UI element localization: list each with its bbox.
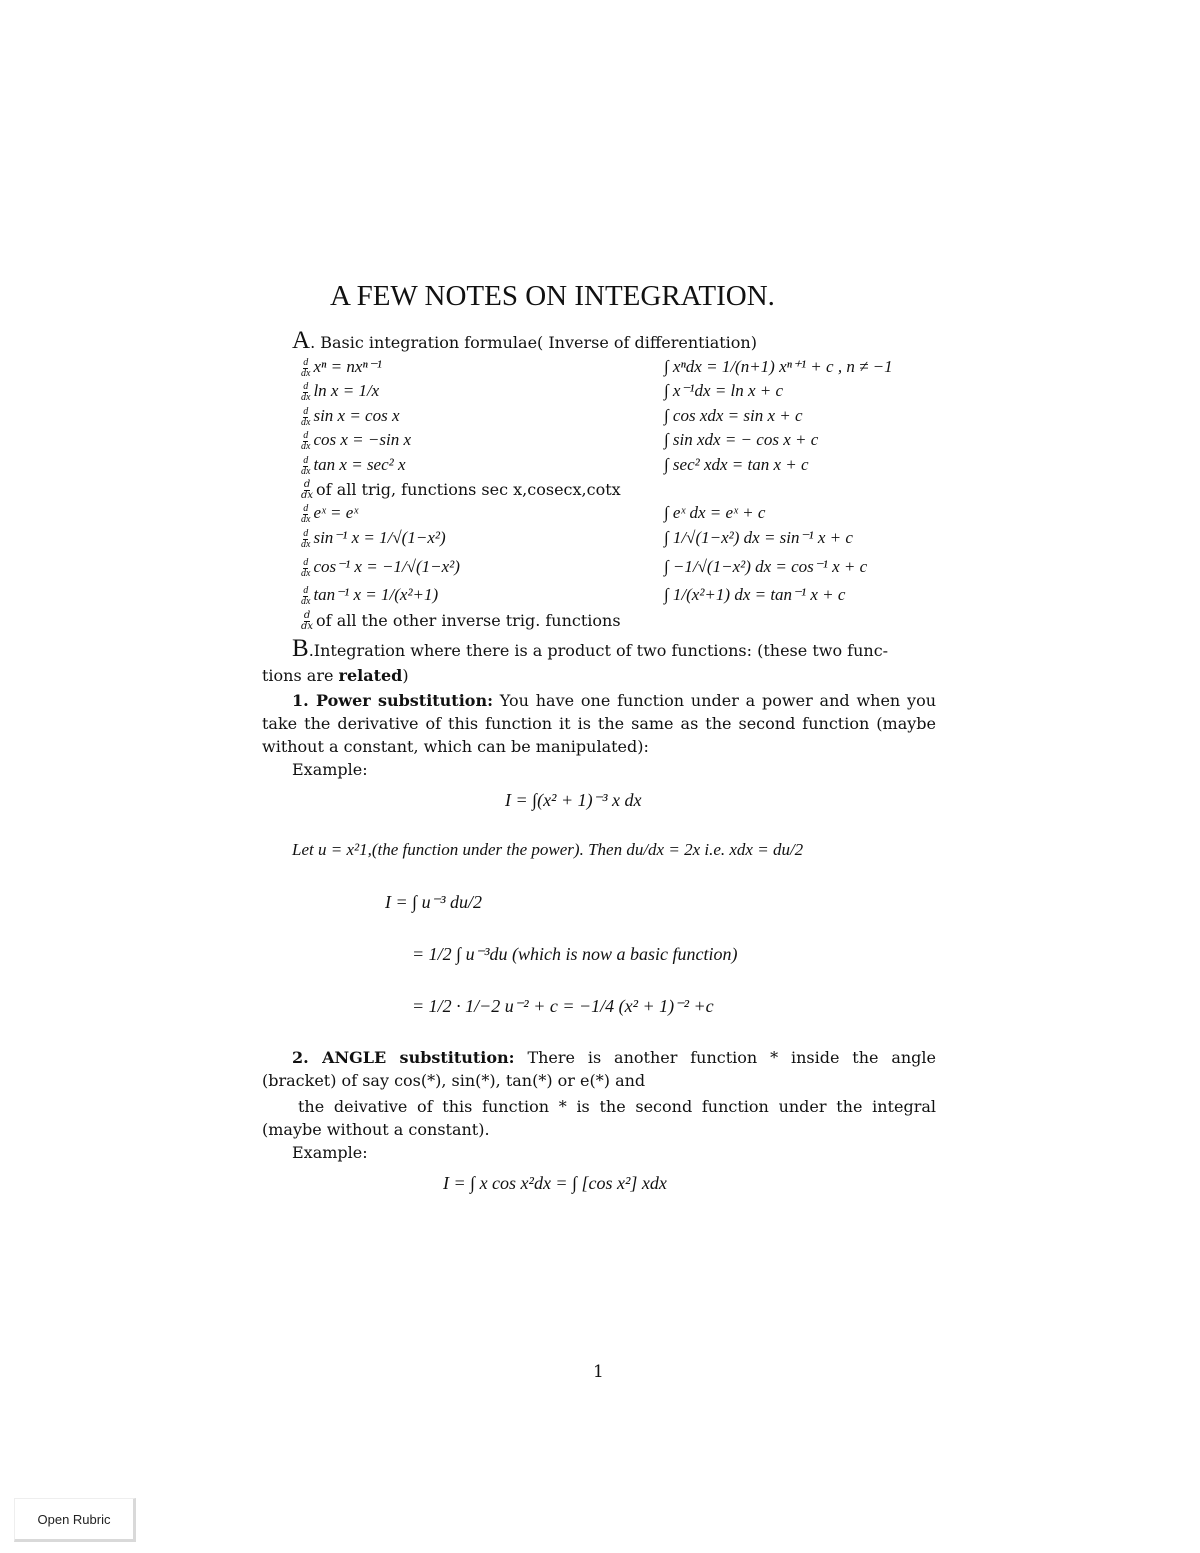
- power-heading: Power substitution:: [316, 691, 493, 710]
- ddx-operator: $\frac{d}{dx}$: [301, 380, 311, 403]
- ddx-operator: $\frac{d}{dx}$: [301, 454, 311, 477]
- ddx-operator: $\frac{d}{dx}$: [301, 610, 314, 632]
- ddx-operator: $\frac{d}{dx}$: [301, 502, 311, 525]
- integral-row-4: ∫ sin xdx = − cos x + c: [664, 430, 819, 449]
- power-substitution-paragraph: [262, 689, 936, 758]
- ddx-operator: $\frac{d}{dx}$: [301, 479, 314, 501]
- ddx-operator: $\frac{d}{dx}$: [301, 556, 311, 579]
- integral-row-6: ∫ eˣ dx = eˣ + c: [664, 503, 766, 522]
- section-b-intro-line2: [262, 665, 409, 687]
- integral-row-7: ∫ 1/√(1−x²) dx = sin⁻¹ x + c: [664, 528, 853, 547]
- section-b-intro-end: ): [402, 666, 409, 685]
- integral-row-2: ∫ x⁻¹dx = ln x + c: [664, 381, 784, 400]
- angle-text-1: There is another function * inside the angle (bracket) of say cos(*), sin(*), tan(*) or e(*) and: [262, 1048, 937, 1090]
- derivative-row-2: $\frac{d}{dx}$ ln x = 1/x: [301, 380, 380, 403]
- ddx-operator: $\frac{d}{dx}$: [301, 356, 311, 379]
- derivative-row-7: $\frac{d}{dx}$ eˣ = eˣ: [301, 502, 359, 525]
- section-b-intro-bold: related: [338, 666, 403, 685]
- derivative-row-8: $\frac{d}{dx}$ sin⁻¹ x = 1/√(1−x²): [301, 527, 446, 550]
- derivative-row-4: $\frac{d}{dx}$ cos x = −sin x: [301, 429, 411, 452]
- power-step-2: = 1/2 ∫ u⁻³du (which is now a basic function): [412, 944, 738, 964]
- power-let-line: Let u = x²1,(the function under the power). Then du/dx = 2x i.e. xdx = du/2: [292, 840, 804, 859]
- power-example-label: Example:: [292, 760, 368, 779]
- ddx-operator: $\frac{d}{dx}$: [301, 429, 311, 452]
- integral-row-9: ∫ 1/(x²+1) dx = tan⁻¹ x + c: [664, 585, 846, 604]
- ddx-operator: $\frac{d}{dx}$: [301, 405, 311, 428]
- integral-row-1: ∫ xⁿdx = 1/(n+1) xⁿ⁺¹ + c , n ≠ −1: [664, 357, 893, 376]
- ddx-operator: $\frac{d}{dx}$: [301, 527, 311, 550]
- open-rubric-button[interactable]: Open Rubric: [14, 1498, 136, 1542]
- power-text: You have one function under a power and when you take the derivative of this function it is the same as the second function (maybe without a constant, which can be manipulated):: [262, 691, 937, 756]
- angle-text-2: the deivative of this function * is the second function under the integral (maybe without a constant).: [262, 1097, 936, 1139]
- section-b-heading: [292, 635, 889, 662]
- section-a-letter: A: [292, 327, 311, 354]
- integral-row-3: ∫ cos xdx = sin x + c: [664, 406, 803, 425]
- angle-substitution-paragraph: [262, 1046, 936, 1092]
- derivative-row-1: $\frac{d}{dx}$ xⁿ = nxⁿ⁻¹: [301, 356, 382, 379]
- derivative-row-9: $\frac{d}{dx}$ cos⁻¹ x = −1/√(1−x²): [301, 556, 460, 579]
- power-step-1: I = ∫ u⁻³ du/2: [385, 892, 482, 912]
- angle-example-label: Example:: [292, 1143, 368, 1162]
- derivative-row-11: $\frac{d}{dx}$ of all the other inverse trig. functions: [301, 610, 621, 632]
- integral-row-5: ∫ sec² xdx = tan x + c: [664, 455, 809, 474]
- derivative-row-10: $\frac{d}{dx}$ tan⁻¹ x = 1/(x²+1): [301, 584, 439, 607]
- power-step-3: = 1/2 · 1/−2 u⁻² + c = −1/4 (x² + 1)⁻² +c: [412, 996, 714, 1016]
- section-b-letter: B: [292, 635, 309, 662]
- page-number: 1: [593, 1362, 604, 1382]
- power-example-equation: I = ∫(x² + 1)⁻³ x dx: [505, 790, 642, 810]
- derivative-row-5: $\frac{d}{dx}$ tan x = sec² x: [301, 454, 406, 477]
- page-title: A FEW NOTES ON INTEGRATION.: [330, 280, 775, 312]
- angle-heading: ANGLE substitution:: [322, 1048, 515, 1067]
- section-a-heading-text: . Basic integration formulae( Inverse of differentiation): [310, 333, 757, 352]
- angle-example-equation: I = ∫ x cos x²dx = ∫ [cos x²] xdx: [443, 1173, 667, 1193]
- integral-row-8: ∫ −1/√(1−x²) dx = cos⁻¹ x + c: [664, 557, 868, 576]
- power-number: 1.: [292, 691, 309, 710]
- angle-number: 2.: [292, 1048, 309, 1067]
- derivative-row-6: $\frac{d}{dx}$ of all trig, functions sec x,cosecx,cotx: [301, 479, 621, 501]
- ddx-operator: $\frac{d}{dx}$: [301, 584, 311, 607]
- derivative-row-3: $\frac{d}{dx}$ sin x = cos x: [301, 405, 400, 428]
- section-b-intro-line1: .Integration where there is a product of two functions: (these two func-: [308, 641, 889, 660]
- section-b-intro-text: tions are: [262, 666, 339, 685]
- section-a-heading: [292, 327, 757, 354]
